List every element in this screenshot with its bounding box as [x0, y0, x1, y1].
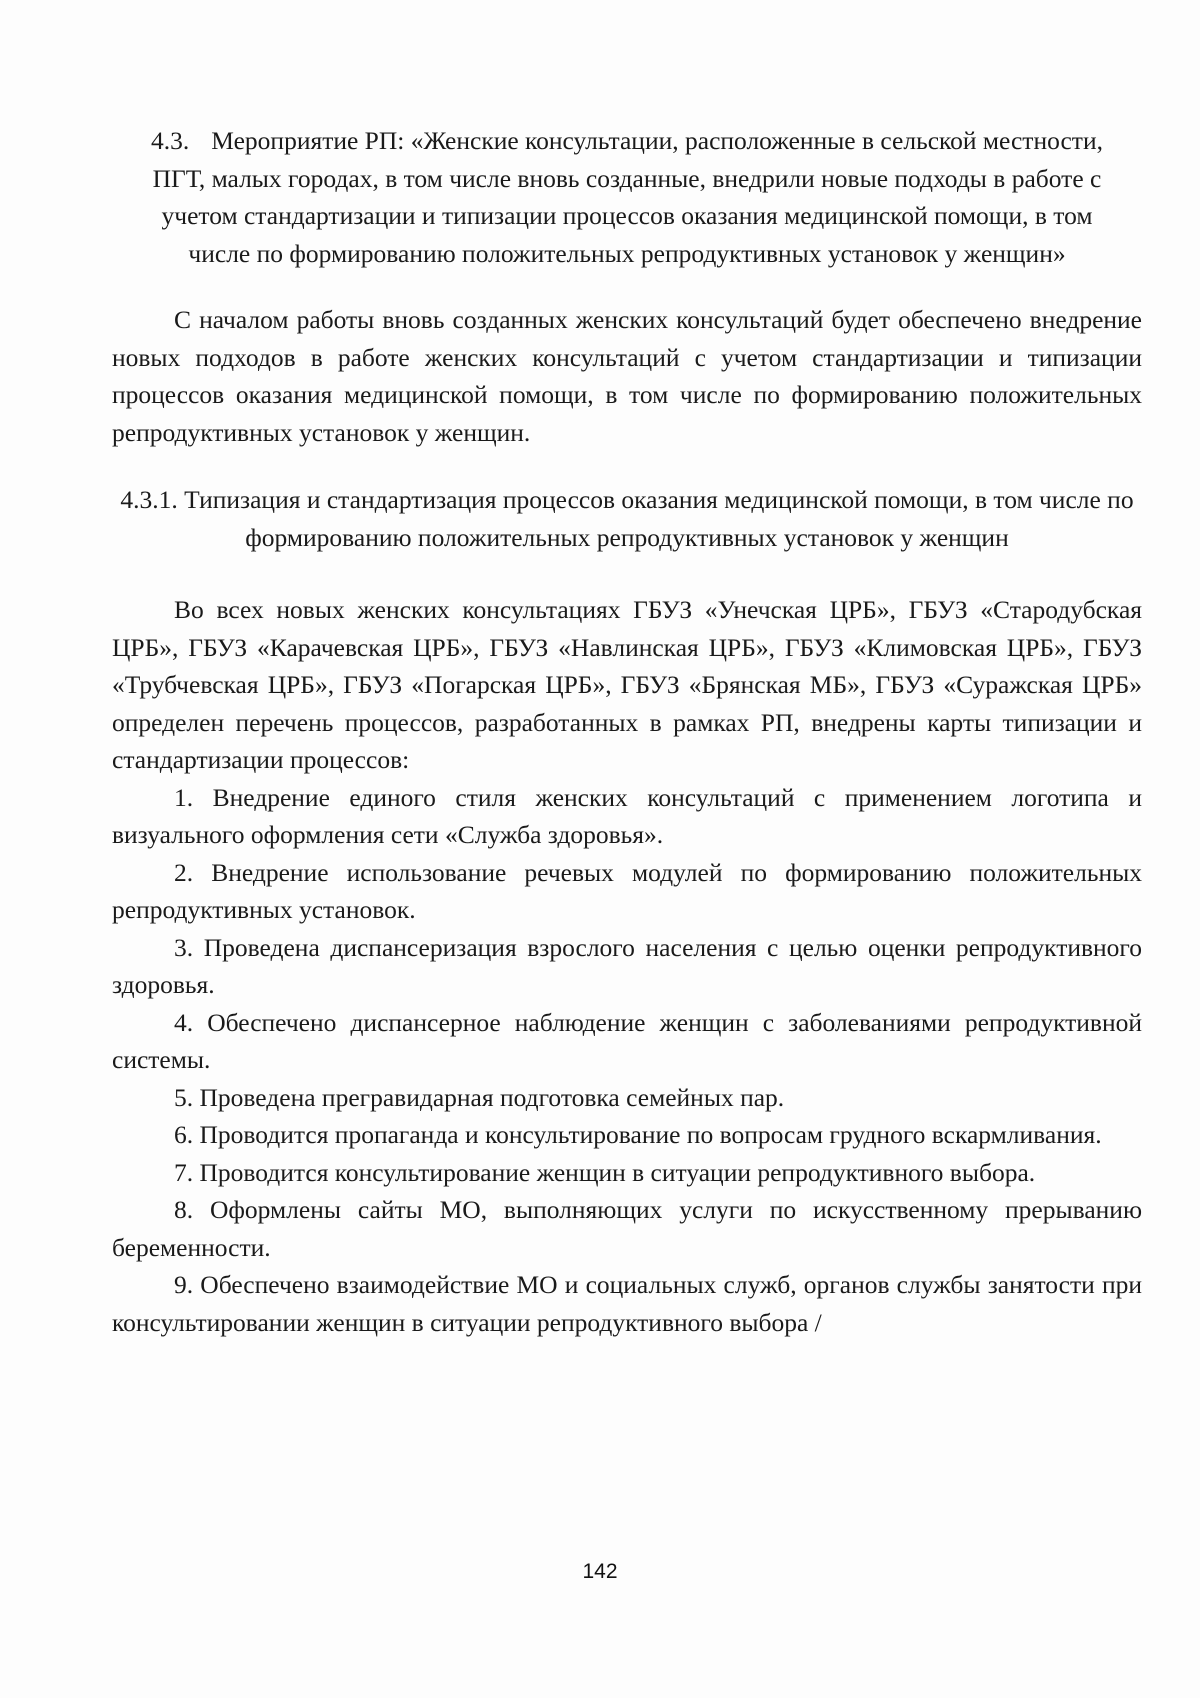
list-item: 6. Проводится пропаганда и консультирование по вопросам грудного вскармливания.: [174, 1120, 1102, 1149]
section-title: Мероприятие РП: «Женские консультации, расположенные в сельской местности, ПГТ, малых городах, в том числе вновь созданные, внедрили новые подходы в работе с учетом стандартизации и типизации процессов оказания медицинской помощи, в том числе по формированию положительных репродуктивных установок у женщин»: [152, 126, 1103, 268]
subsection-heading: 4.3.1. Типизация и стандартизация процессов оказания медицинской помощи, в том числе по формированию положительных репродуктивных установок у женщин: [120, 485, 1134, 552]
list-item: 3. Проведена диспансеризация взрослого населения с целью оценки репродуктивного здоровья.: [112, 932, 1142, 999]
page-number: 142: [582, 1560, 618, 1583]
section-number: 4.3.: [151, 126, 190, 155]
list-item: 4. Обеспечено диспансерное наблюдение женщин с заболеваниями репродуктивной системы.: [112, 1007, 1142, 1074]
list-item: 5. Проведена прегравидарная подготовка семейных пар.: [174, 1082, 785, 1112]
list-item: 9. Обеспечено взаимодействие МО и социальных служб, органов службы занятости при консультировании женщин в ситуации репродуктивного выбора /: [112, 1270, 1142, 1337]
page-content: [112, 122, 1142, 1341]
intro-paragraph: С началом работы вновь созданных женских консультаций будет обеспечено внедрение новых подходов в работе женских консультаций с учетом стандартизации и типизации процессов оказания медицинской помощи, в том числе по формированию положительных репродуктивных установок у женщин.: [112, 305, 1142, 447]
section-heading: [112, 122, 1142, 272]
measures-list: [112, 779, 1142, 1342]
list-item: 7. Проводится консультирование женщин в ситуации репродуктивного выбора.: [174, 1157, 1036, 1187]
body-paragraph: Во всех новых женских консультациях ГБУЗ «Унечская ЦРБ», ГБУЗ «Стародубская ЦРБ», ГБУЗ «Карачевская ЦРБ», ГБУЗ «Навлинская ЦРБ», ГБУЗ «Климовская ЦРБ», ГБУЗ «Трубчевская ЦРБ», ГБУЗ «Погарская ЦРБ», ГБУЗ «Брянская МБ», ГБУЗ «Суражская ЦРБ» определен перечень процессов, разработанных в рамках РП, внедрены карты типизации и стандартизации процессов:: [112, 595, 1142, 774]
list-item: 8. Оформлены сайты МО, выполняющих услуги по искусственному прерыванию беременности.: [112, 1195, 1142, 1262]
list-item: 1. Внедрение единого стиля женских консультаций с применением логотипа и визуального оформления сети «Служба здоровья».: [112, 782, 1142, 849]
list-item: 2. Внедрение использование речевых модулей по формированию положительных репродуктивных установок.: [112, 857, 1142, 924]
